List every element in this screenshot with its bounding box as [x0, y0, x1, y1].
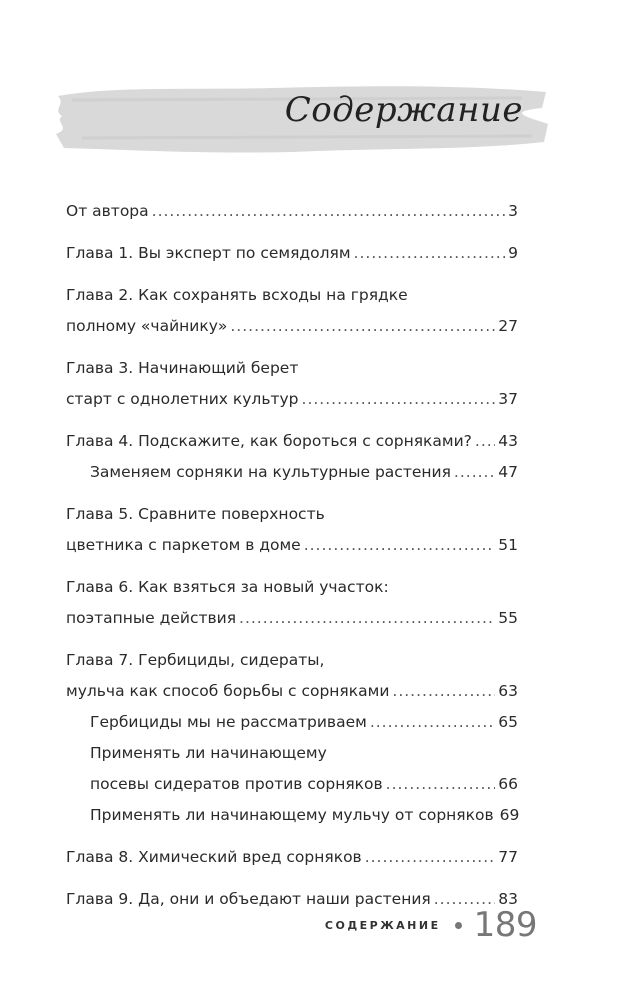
toc-page-number: 83 — [498, 890, 518, 908]
toc-entry[interactable] — [66, 384, 518, 415]
toc-entry[interactable] — [66, 426, 518, 457]
dot-leader — [392, 676, 495, 707]
toc-group-gap — [66, 634, 518, 645]
toc-page-number: 27 — [498, 317, 518, 335]
toc-entry[interactable] — [66, 645, 518, 676]
dot-leader — [239, 603, 495, 634]
toc-page-number: 65 — [498, 713, 518, 731]
page-footer — [325, 905, 537, 945]
toc-group — [66, 842, 518, 873]
page-number: 189 — [473, 905, 537, 945]
toc-entry-title: Глава 8. Химический вред сорняков — [66, 848, 362, 866]
toc-entry-title: Заменяем сорняки на культурные растения — [90, 463, 451, 481]
toc-entry[interactable] — [66, 196, 518, 227]
toc-entry-title: полному «чайнику» — [66, 317, 228, 335]
toc-entry-title: Глава 9. Да, они и объедают наши растения — [66, 890, 431, 908]
dot-leader — [475, 426, 495, 457]
toc-page-number: 66 — [498, 775, 518, 793]
dot-leader — [370, 707, 495, 738]
toc-entry[interactable] — [66, 603, 518, 634]
bullet-dot-icon — [455, 922, 462, 929]
toc-subentry[interactable] — [66, 769, 518, 800]
toc-entry-title: От автора — [66, 202, 149, 220]
running-header-label: СОДЕРЖАНИЕ — [324, 918, 441, 932]
toc-entry[interactable] — [66, 572, 518, 603]
page-title: Содержание — [284, 90, 523, 130]
dot-leader — [365, 842, 496, 873]
toc-group-gap — [66, 269, 518, 280]
toc-page-number: 55 — [498, 609, 518, 627]
toc-group — [66, 645, 518, 831]
toc-subentry[interactable] — [66, 800, 518, 831]
toc-group — [66, 499, 518, 561]
toc-group — [66, 196, 518, 227]
toc-page-number: 3 — [508, 202, 518, 220]
toc-subentry[interactable] — [66, 457, 518, 488]
dot-leader — [386, 769, 496, 800]
toc-page-number: 43 — [498, 432, 518, 450]
toc-entry[interactable] — [66, 353, 518, 384]
toc-entry[interactable] — [66, 499, 518, 530]
toc-subentry[interactable] — [66, 738, 518, 769]
toc-page-number: 47 — [498, 463, 518, 481]
toc-entry-title: Глава 3. Начинающий берет — [66, 359, 299, 377]
dot-leader — [354, 238, 506, 269]
toc-entry-title: Применять ли начинающему — [90, 744, 327, 762]
toc-entry-title: поэтапные действия — [66, 609, 237, 627]
toc-group — [66, 238, 518, 269]
toc-entry-title: Глава 7. Гербициды, сидераты, — [66, 651, 325, 669]
toc-entry[interactable] — [66, 280, 518, 311]
toc-page-number: 9 — [508, 244, 518, 262]
toc-group-gap — [66, 873, 518, 884]
toc-entry[interactable] — [66, 238, 518, 269]
toc-entry-title: мульча как способ борьбы с сорняками — [66, 682, 390, 700]
toc-entry-title: посевы сидератов против сорняков — [90, 775, 383, 793]
toc-group-gap — [66, 227, 518, 238]
toc-group — [66, 280, 518, 342]
dot-leader — [230, 311, 495, 342]
dot-leader — [152, 196, 505, 227]
toc-entry-title: Глава 2. Как сохранять всходы на грядке — [66, 286, 408, 304]
toc-entry[interactable] — [66, 676, 518, 707]
toc-entry-title: Глава 1. Вы эксперт по семядолям — [66, 244, 351, 262]
toc-entry-title: Гербициды мы не рассматриваем — [90, 713, 367, 731]
toc-entry-title: старт с однолетних культур — [66, 390, 299, 408]
toc-group-gap — [66, 831, 518, 842]
toc-entry[interactable] — [66, 530, 518, 561]
toc-entry-title: Глава 4. Подскажите, как бороться с сорняками? — [66, 432, 472, 450]
dot-leader — [302, 384, 496, 415]
toc-group — [66, 426, 518, 488]
toc-group-gap — [66, 488, 518, 499]
toc-entry[interactable] — [66, 842, 518, 873]
toc-group-gap — [66, 415, 518, 426]
toc-entry-title: цветника с паркетом в доме — [66, 536, 301, 554]
toc-group — [66, 353, 518, 415]
toc-entry-title: Применять ли начинающему мульчу от сорняков — [90, 806, 494, 824]
toc-subentry[interactable] — [66, 707, 518, 738]
toc-page-number: 63 — [498, 682, 518, 700]
toc-entry[interactable] — [66, 311, 518, 342]
toc-entry-title: Глава 5. Сравните поверхность — [66, 505, 325, 523]
toc-page-number: 51 — [498, 536, 518, 554]
dot-leader — [304, 530, 496, 561]
toc-group — [66, 572, 518, 634]
dot-leader — [454, 457, 495, 488]
toc-page-number: 37 — [498, 390, 518, 408]
toc-page-number: 77 — [498, 848, 518, 866]
toc-group-gap — [66, 342, 518, 353]
toc-group-gap — [66, 561, 518, 572]
toc-page-number: 69 — [499, 806, 520, 824]
table-of-contents — [66, 196, 518, 915]
toc-entry-title: Глава 6. Как взяться за новый участок: — [66, 578, 389, 596]
